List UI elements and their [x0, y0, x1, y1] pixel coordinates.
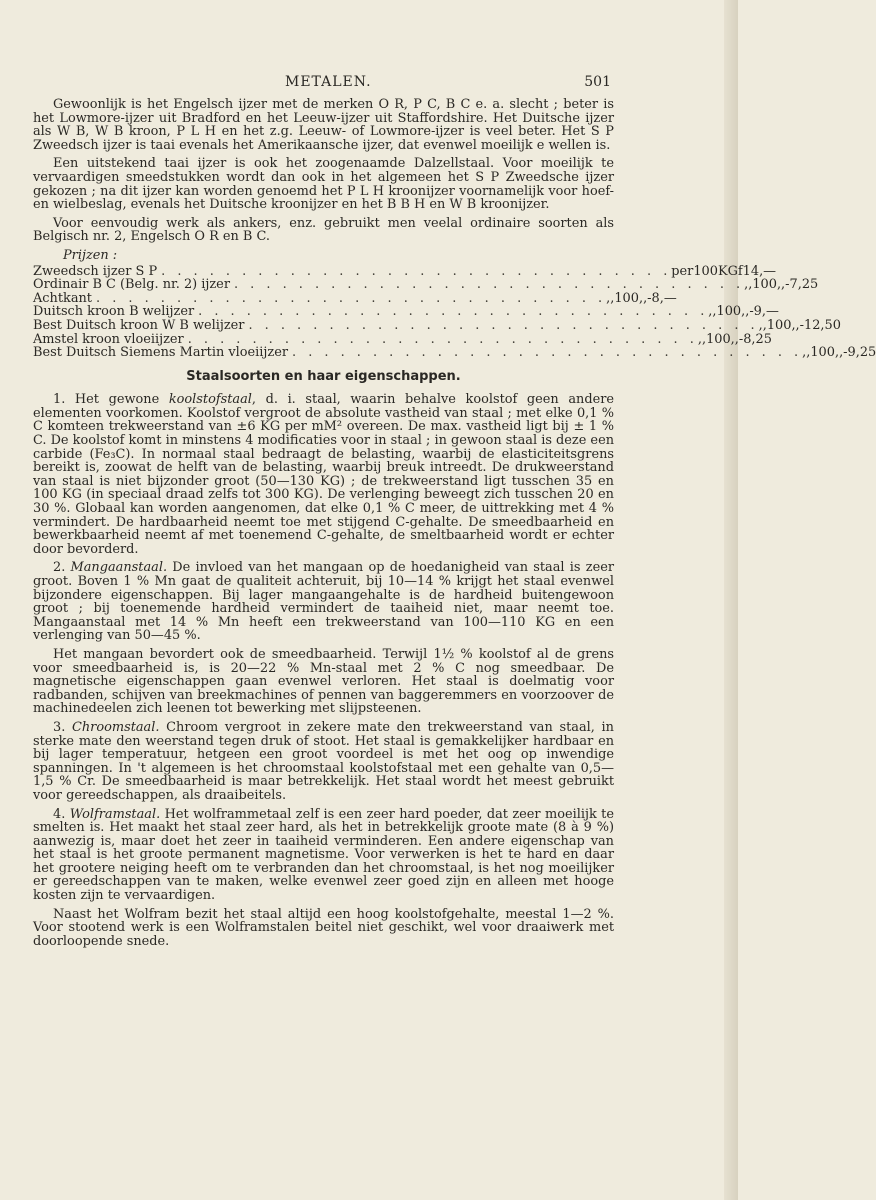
page-spine-shadow	[724, 0, 738, 1200]
section-paragraph	[33, 908, 614, 949]
price-row	[33, 345, 876, 361]
leader-dots: . . . . . . . . . . . . . . . . . . . . . . . . . . . . . . . .	[198, 304, 709, 320]
item-text: Het wolframmetaal zelf is een zeer hard poeder, dat zeer moeilijk te smelten is. Het maakt het staal zeer hard, als het in betrekkelijk groote mate (8 à 9 %) aanwezig is, maar doet het zeer in taaiheid verminderen. Een andere eigenschap van het staal is het groote permanent magnetisme. Voor verwerken is het te hard en daar het grootere neiging heeft om te verbranden dan het chroomstaal, is het nog moeilijker er gereedschappen van te maken, welke evenwel zeer goed zijn en alleen met hooge kosten zijn te vervaardigen.	[33, 806, 614, 904]
item-text: De invloed van het mangaan op de hoedanigheid van staal is zeer groot. Boven 1 % Mn gaat de qualiteit achteruit, bij 10—14 % krijgt het staal evenwel bijzondere eigenschappen. Bij lager mangaangehalte is de hardheid buitengewoon groot ; bij toenemende hardheid vermindert de taaiheid niet, maar neemt toe. Mangaanstaal met 14 % Mn heeft een trekweerstand van 100—110 KG en een verlenging van 50—45 %.	[33, 560, 614, 644]
section-paragraph	[33, 561, 614, 643]
price-currency: f	[737, 263, 743, 279]
price-quantity: 100	[614, 290, 639, 306]
price-row	[33, 317, 841, 333]
price-per: ,,	[802, 345, 811, 361]
section-paragraph	[33, 721, 614, 803]
price-unit: ,,	[776, 277, 786, 293]
price-unit: ,,	[741, 304, 750, 320]
price-row	[33, 331, 772, 347]
price-amount: 9,—	[753, 304, 779, 320]
price-unit: KG	[717, 263, 738, 279]
price-quantity: 100	[766, 317, 792, 333]
prices-title: Prijzen :	[63, 247, 118, 263]
price-amount: 14,—	[742, 263, 777, 279]
price-amount: 9,25	[847, 345, 876, 361]
price-name: Best Duitsch Siemens Martin vloeiijzer	[33, 345, 288, 361]
price-currency: -	[785, 277, 790, 293]
price-quantity: 100	[752, 277, 777, 293]
page-body	[33, 97, 876, 953]
section-heading: Staalsoorten en haar eigenschappen.	[186, 368, 461, 384]
leader-dots: . . . . . . . . . . . . . . . . . . . . . . . . . . . . . . . .	[248, 317, 759, 333]
leader-dots: . . . . . . . . . . . . . . . . . . . . . . . . . . . . . . . .	[161, 263, 672, 279]
price-currency: -	[799, 317, 804, 333]
intro-paragraph: Gewoonlijk is het Engelsch ijzer met de merken O R, P C, B C e. a. slecht ; beter is het Lowmore-ijzer uit Bradford en het Leeuw-ijzer uit Staffordshire. Het Duitsche ijzer als W B, W B kroon, P L H en het z.g. Leeuw- of Lowmore-ijzer is veel beter. Het S P Zweedsch ijzer is taai evenals het Amerikaansche ijzer, dat evenwel moeilijk e wellen is.	[33, 97, 614, 153]
price-amount: 12,50	[804, 317, 841, 333]
leader-dots: . . . . . . . . . . . . . . . . . . . . . . . . . . . . . . . .	[233, 277, 745, 293]
item-number: 3.	[53, 719, 72, 735]
leader-dots: . . . . . . . . . . . . . . . . . . . . . . . . . . . . . . . .	[187, 331, 698, 347]
item-text: , d. i. staal, waarin behalve koolstof geen andere elementen voorkomen. Koolstof vergroot de absolute vastheid van staal ; met elke 0,1 % C komteen trekweerstand van ±6 KG per mM² overeen. De max. vastheid ligt bij ± 1 % C. De koolstof komt in minstens 4 modificaties voor in staal ; in gewoon staal is deze een carbide (Fe₃C). In normaal staal bedraagt de belasting, waarbij de elasticiteitsgrens bereikt is, zoowat de helft van de belasting, waarbij breuk intreedt. De drukweerstand van staal is niet bijzonder groot (50—130 KG) ; de trekweerstand ligt tusschen 35 en 100 KG (in speciaal draad zelfs tot 300 KG). De verlenging beweegt zich tusschen 20 en 30 %. Globaal kan worden aangenomen, dat elke 0,1 % C meer, de uittrekking met 4 % vermindert. De hardbaarheid neemt toe met stijgend C-gehalte. De smeedbaarheid en bewerkbaarheid neemt af met toenemend C-gehalte, de smeltbaarheid wordt er echter door bevorderd.	[33, 392, 614, 557]
item-prefix: Het gewone	[74, 392, 169, 408]
page-header	[33, 74, 611, 94]
price-name: Ordinair B C (Belg. nr. 2) ijzer	[33, 277, 230, 293]
price-row	[33, 290, 677, 306]
item-term: Chroomstaal.	[72, 719, 160, 735]
leader-dots: . . . . . . . . . . . . . . . . . . . . . . . . . . . . . . . .	[292, 345, 803, 361]
price-currency: -	[843, 345, 848, 361]
item-text: Chroom vergroot in zekere mate den trekweerstand van staal, in sterke mate den weerstand tegen druk of stoot. Het staal is gemakkelijker hardbaar en bij lager temperatuur, hetgeen een groot voordeel is met het oog op inwendige spanningen. In 't algemeen is het chroomstaal koolstofstaal met een gehalte van 0,5—1,5 % Cr. De smeedbaarheid is maar betrekkelijk. Het staal wordt het meest gebruikt voor gereedschappen, als draaibeitels.	[33, 719, 614, 803]
price-amount: 8,—	[651, 290, 677, 306]
price-quantity: 100	[810, 345, 835, 361]
price-unit: ,,	[834, 345, 844, 361]
item-term: koolstofstaal	[168, 392, 252, 408]
price-name: Duitsch kroon B welijzer	[33, 304, 195, 320]
price-unit: ,,	[730, 331, 739, 347]
page-number: 501	[584, 74, 611, 90]
item-number: 4.	[53, 806, 70, 822]
price-row	[33, 263, 777, 279]
price-name: Amstel kroon vloeiijzer	[33, 331, 184, 347]
price-currency: -	[749, 304, 754, 320]
price-quantity: 100	[716, 304, 742, 320]
price-per: ,,	[758, 317, 767, 333]
price-row	[33, 304, 779, 320]
item-term: Mangaanstaal.	[70, 560, 168, 576]
price-name: Best Duitsch kroon W B welijzer	[33, 317, 245, 333]
price-currency: -	[738, 331, 744, 347]
price-currency: -	[647, 290, 652, 306]
item-term: Wolframstaal.	[69, 806, 161, 822]
price-per: per	[671, 263, 694, 279]
leader-dots: . . . . . . . . . . . . . . . . . . . . . . . . . . . . . . . .	[96, 290, 607, 306]
price-unit: ,,	[638, 290, 648, 306]
price-name: Zweedsch ijzer S P	[33, 263, 158, 279]
section-paragraph	[33, 648, 614, 716]
intro-paragraph: Een uitstekend taai ijzer is ook het zoogenaamde Dalzellstaal. Voor moeilijk te vervaardigen smeedstukken wordt dan ook in het algemeen het S P Zweedsche ijzer gekozen ; na dit ijzer kan worden genoemd het P L H kroonijzer voornamelijk voor hoef- en wielbeslag, evenals het Duitsche kroonijzer en het B B H en W B kroonijzer.	[33, 156, 614, 213]
section-items	[33, 393, 614, 948]
price-per: ,,	[697, 331, 707, 347]
price-name: Achtkant	[33, 290, 92, 306]
price-row	[33, 277, 819, 293]
price-per: ,,	[606, 290, 615, 306]
item-text: Naast het Wolfram bezit het staal altijd een hoog koolstofgehalte, meestal 1—2 %. Voor stootend werk is een Wolframstalen beitel niet geschikt, wel voor draaiwerk met doorloopende snede.	[33, 906, 614, 949]
price-amount: 8,25	[743, 331, 772, 347]
item-number: 2.	[53, 560, 71, 576]
section-paragraph	[33, 808, 614, 903]
price-per: ,,	[708, 304, 717, 320]
item-number: 1.	[53, 392, 75, 408]
price-per: ,,	[744, 277, 753, 293]
section-paragraph	[33, 393, 614, 556]
price-list	[33, 263, 876, 361]
price-amount: 7,25	[789, 277, 819, 293]
running-title: METALEN.	[285, 74, 372, 90]
price-unit: ,,	[791, 317, 800, 333]
price-quantity: 100	[693, 263, 718, 279]
intro-paragraph: Voor eenvoudig werk als ankers, enz. gebruikt men veelal ordinaire soorten als Belgisch nr. 2, Engelsch O R en B C.	[33, 215, 614, 245]
item-text: Het mangaan bevordert ook de smeedbaarheid. Terwijl 1½ % koolstof al de grens voor smeedbaarheid is, is 20—22 % Mn-staal met 2 % C nog smeedbaar. De magnetische eigenschappen gaan evenwel verloren. Het staal is doelmatig voor radbanden, schijven van breekmachines of pennen van baggeremmers en voorzoover de machinedeelen zich leenen tot bewerking met slijpsteenen.	[33, 646, 614, 717]
price-quantity: 100	[706, 331, 731, 347]
